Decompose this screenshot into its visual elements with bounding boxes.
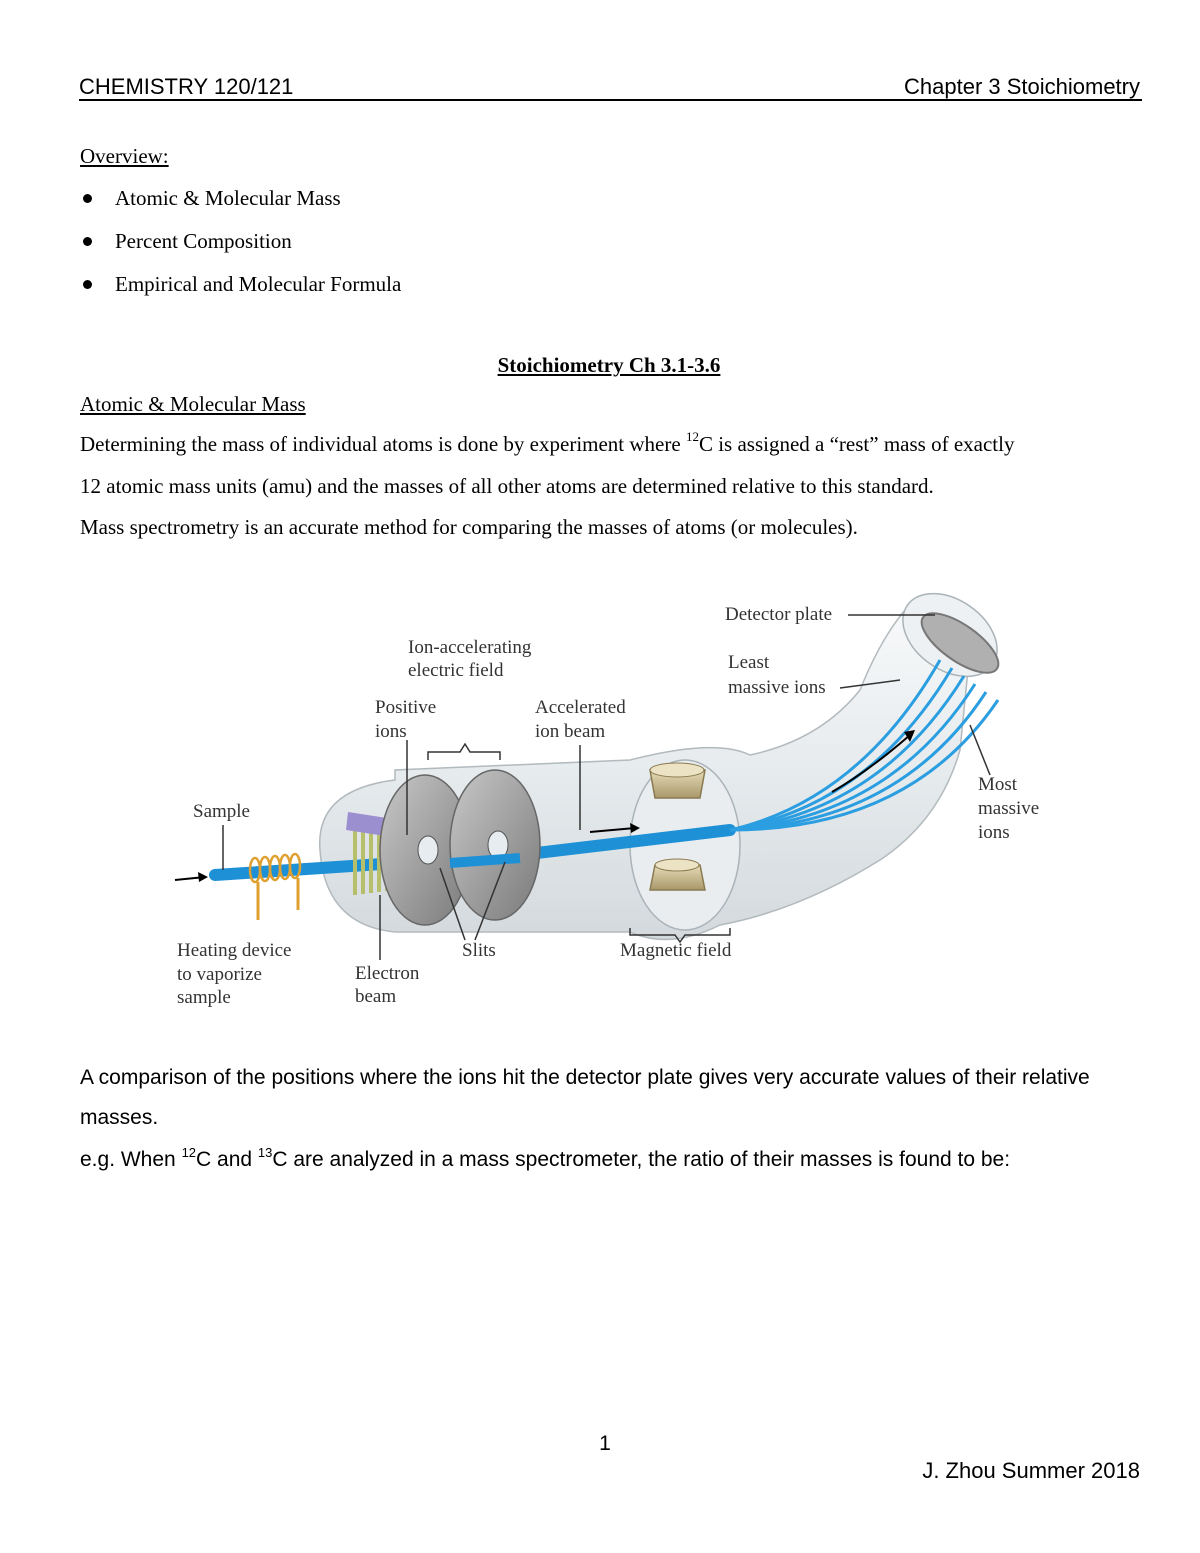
- overview-item-label: Percent Composition: [115, 229, 292, 253]
- para5-text-b: C and: [196, 1148, 258, 1171]
- label-least-2: massive ions: [728, 677, 826, 698]
- label-accel-1: Accelerated: [535, 697, 626, 718]
- overview-heading: Overview:: [80, 144, 169, 168]
- bullet-icon: [83, 194, 92, 203]
- paragraph-5: [80, 1145, 1011, 1172]
- para5-superscript-2: 13: [257, 1145, 273, 1160]
- arrow-head-icon: [198, 872, 208, 882]
- para1-text-b: C is assigned a “rest” mass of exactly: [698, 432, 1015, 456]
- para5-text-c: C are analyzed in a mass spectrometer, the ratio of their masses is found to be:: [272, 1148, 1011, 1171]
- bullet-icon: [83, 280, 92, 289]
- paragraph-1: [80, 429, 1015, 457]
- paragraph-4: A comparison of the positions where the ions hit the detector plate gives very accurate values of their relative: [80, 1066, 1090, 1089]
- label-sample: Sample: [193, 801, 250, 822]
- label-most-2: massive: [978, 798, 1040, 819]
- label-magnetic-field: Magnetic field: [620, 940, 732, 961]
- bullet-icon: [83, 237, 92, 246]
- label-least-1: Least: [728, 652, 770, 673]
- label-positive-2: ions: [375, 721, 407, 742]
- ion-beam-segment: [450, 858, 520, 863]
- label-ion-acc-2: electric field: [408, 660, 504, 681]
- paragraph-3: Mass spectrometry is an accurate method for comparing the masses of atoms (or molecules).: [80, 515, 858, 539]
- overview-item: [80, 270, 401, 313]
- overview-item: [80, 227, 401, 270]
- overview-item-label: Empirical and Molecular Formula: [115, 272, 402, 296]
- label-most-3: ions: [978, 822, 1010, 843]
- mass-spectrometer-diagram: [160, 580, 1060, 1020]
- footer-author: J. Zhou Summer 2018: [922, 1458, 1140, 1483]
- overview-item-label: Atomic & Molecular Mass: [115, 186, 341, 210]
- chapter-title: Chapter 3 Stoichiometry: [904, 74, 1140, 99]
- section-subtitle: Atomic & Molecular Mass: [80, 392, 306, 416]
- paragraph-2: 12 atomic mass units (amu) and the masses of all other atoms are determined relative to this standard.: [80, 474, 934, 498]
- page-number: 1: [599, 1432, 611, 1455]
- header-rule: [79, 99, 1142, 101]
- paragraph-4-cont: masses.: [80, 1106, 159, 1129]
- para1-superscript: 12: [685, 429, 699, 444]
- overview-list: [80, 184, 401, 313]
- magnet-top-face: [650, 763, 704, 777]
- label-accel-2: ion beam: [535, 721, 606, 742]
- label-slits: Slits: [462, 940, 496, 961]
- para1-text-a: Determining the mass of individual atoms is done by experiment where: [80, 432, 686, 456]
- label-ion-acc-1: Ion-accelerating: [408, 637, 532, 658]
- label-heating-1: Heating device: [177, 940, 292, 961]
- label-most-1: Most: [978, 774, 1018, 795]
- para5-text-a: e.g. When: [80, 1148, 182, 1171]
- label-detector-plate: Detector plate: [725, 604, 833, 625]
- label-positive-1: Positive: [375, 697, 437, 718]
- para5-superscript-1: 12: [181, 1145, 197, 1160]
- label-heating-2: to vaporize: [177, 964, 262, 985]
- label-electron-1: Electron: [355, 963, 420, 984]
- course-title: CHEMISTRY 120/121: [79, 74, 294, 99]
- slit-hole: [418, 836, 438, 864]
- overview-item: [80, 184, 401, 227]
- label-heating-3: sample: [177, 987, 231, 1008]
- section-title: Stoichiometry Ch 3.1-3.6: [497, 353, 721, 377]
- mass-spectrometer-figure: [160, 580, 1060, 1020]
- magnet-bottom-face: [655, 859, 699, 871]
- label-electron-2: beam: [355, 986, 397, 1007]
